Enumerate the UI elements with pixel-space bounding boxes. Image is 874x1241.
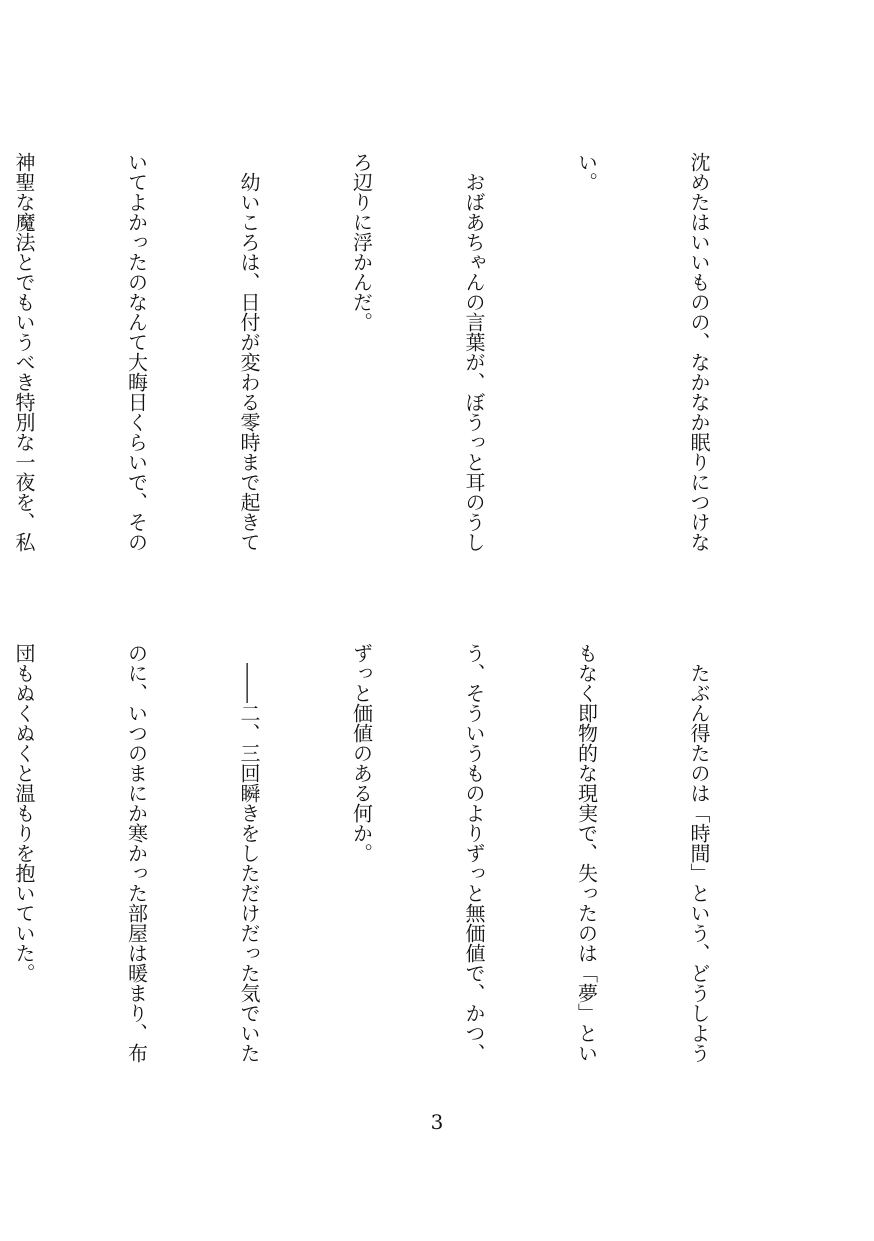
text-line: もなく即物的な現実で、失ったのは「夢」とい <box>574 643 599 1063</box>
text-line: 神聖な魔法とでもいうべき特別な一夜を、私 <box>12 152 36 552</box>
text-line: い。 <box>574 152 599 192</box>
text-line: のに、いつのまにか寒かった部屋は暖まり、布 <box>124 643 149 1063</box>
text-line: ――二、三回瞬きをしただけだった気でいた <box>237 643 261 1063</box>
text-line: 団もぬくぬくと温もりを抱いていた。 <box>12 643 36 983</box>
text-line: おばあちゃんの言葉が、ぼうっと耳のうし <box>462 152 486 552</box>
text-line: いてよかったのなんて大晦日くらいで、その <box>124 152 149 552</box>
text-line: う、そういうものよりずっと無価値で、かつ、 <box>462 643 486 1063</box>
text-line: 沈めたはいいものの、なかなか眠りにつけな <box>687 152 711 552</box>
text-line: ずっと価値のある何か。 <box>349 643 374 863</box>
text-line: ろ辺りに浮かんだ。 <box>349 152 374 332</box>
upper-text-block <box>0 152 792 612</box>
page-number: 3 <box>430 1110 444 1134</box>
text-line: 幼いころは、日付が変わる零時まで起きて <box>237 152 261 552</box>
text-line: たぶん得たのは「時間」という、どうしよう <box>687 643 711 1063</box>
lower-text-block <box>0 643 792 1103</box>
